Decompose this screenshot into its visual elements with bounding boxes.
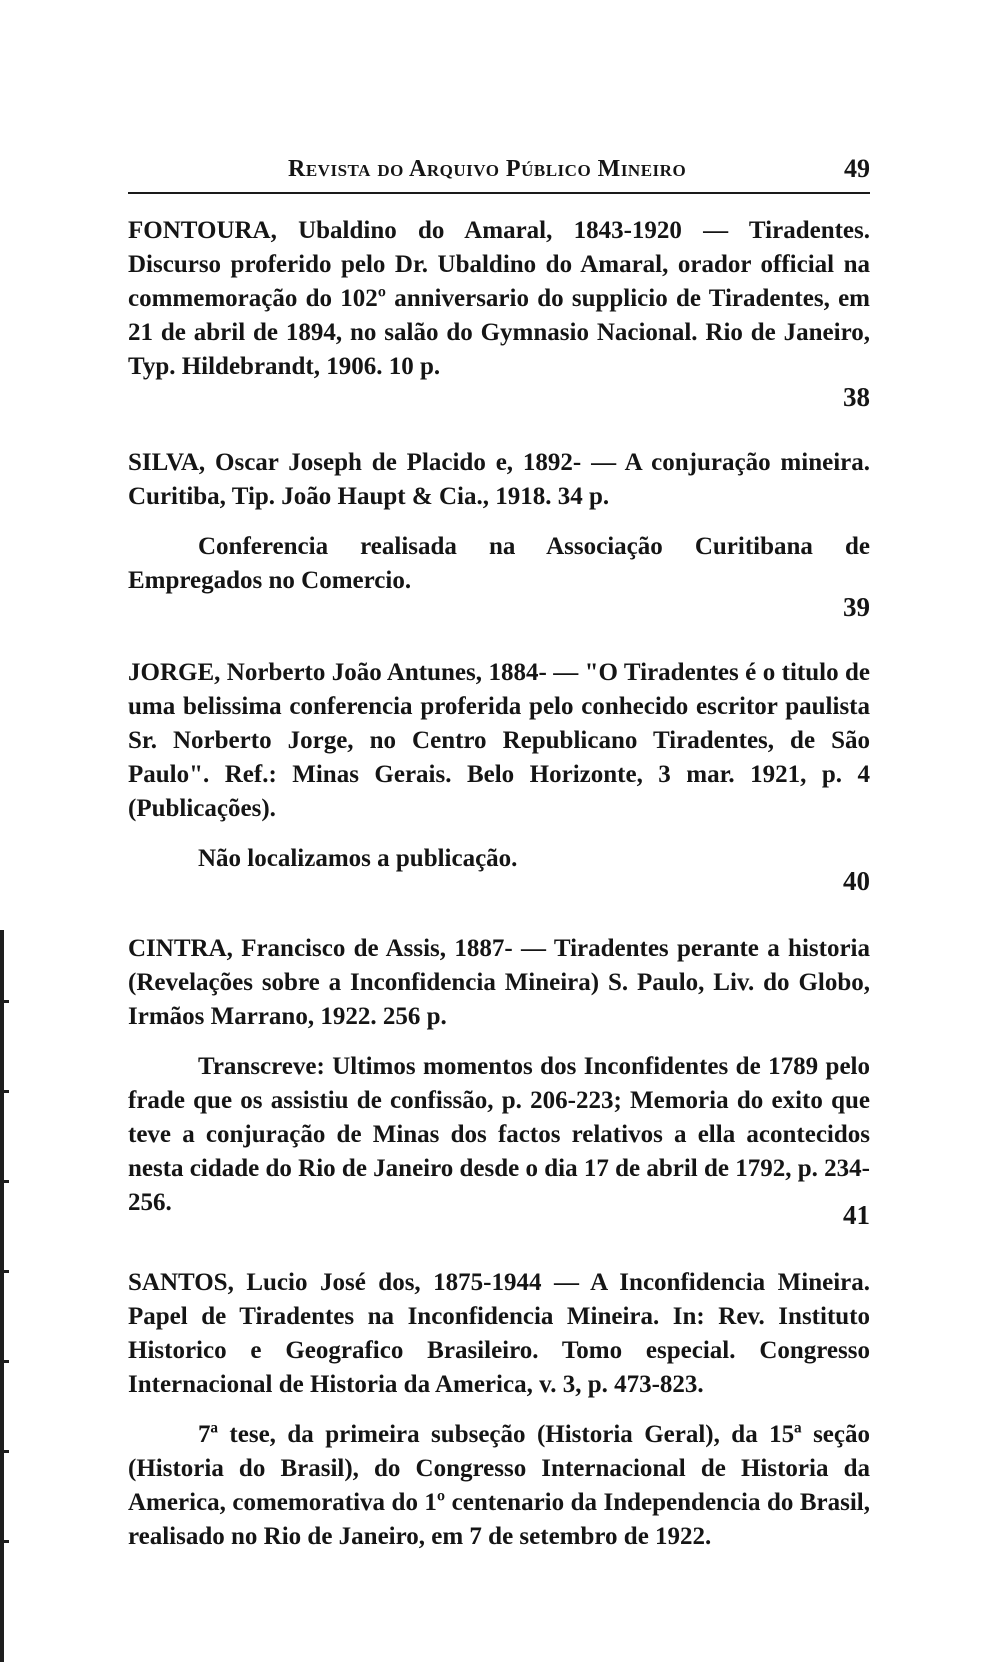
entry-note: Conferencia realisada na Associação Curitibana de Empregados no Comercio.	[128, 533, 870, 594]
bibliography-entry-fontoura	[128, 214, 870, 384]
binding-mark	[0, 1360, 9, 1363]
binding-edge	[0, 930, 4, 1662]
entry-number-38: 38	[843, 382, 870, 412]
entry-text: CINTRA, Francisco de Assis, 1887- — Tiradentes perante a historia (Revelações sobre a Inconfidencia Mineira) S. Paulo, Liv. do Globo, Irmãos Marrano, 1922. 256 p.	[128, 935, 870, 1030]
entry-note: 7ª tese, da primeira subseção (Historia Geral), da 15ª seção (Historia do Brasil), do Congresso Internacional de Historia da America, comemorativa do 1º centenario da Independencia do Brasil, realisado no Rio de Janeiro, em 7 de setembro de 1922.	[128, 1421, 870, 1550]
bibliography-entry-jorge	[128, 656, 870, 876]
page-number: 49	[844, 154, 870, 183]
entry-text: JORGE, Norberto João Antunes, 1884- — "O Tiradentes é o titulo de uma belissima conferencia proferida pelo conhecido escritor paulista Sr. Norberto Jorge, no Centro Republicano Tiradentes, de São Paulo". Ref.: Minas Gerais. Belo Horizonte, 3 mar. 1921, p. 4 (Publicações).	[128, 659, 870, 822]
bibliography-entry-silva	[128, 446, 870, 598]
binding-mark	[0, 1270, 9, 1273]
binding-mark	[0, 1090, 9, 1093]
entry-note: Não localizamos a publicação.	[198, 845, 518, 872]
binding-mark	[0, 1000, 9, 1003]
entry-number-41: 41	[843, 1200, 870, 1230]
binding-mark	[0, 1180, 9, 1183]
entry-number-40: 40	[843, 866, 870, 896]
entry-note: Transcreve: Ultimos momentos dos Inconfidentes de 1789 pelo frade que os assistiu de confissão, p. 206-223; Memoria do exito que teve a conjuração de Minas dos factos relativos a ella acontecidos nesta cidade do Rio de Janeiro desde o dia 17 de abril de 1792, p. 234-256.	[128, 1053, 870, 1216]
binding-mark	[0, 1540, 9, 1543]
entry-text: SILVA, Oscar Joseph de Placido e, 1892- — A conjuração mineira. Curitiba, Tip. João Haupt & Cia., 1918. 34 p.	[128, 449, 870, 510]
entry-number-39: 39	[843, 592, 870, 622]
bibliography-entry-cintra	[128, 932, 870, 1220]
entry-text: SANTOS, Lucio José dos, 1875-1944 — A Inconfidencia Mineira. Papel de Tiradentes na Inconfidencia Mineira. In: Rev. Instituto Historico e Geografico Brasileiro. Tomo especial. Congresso Internacional de Historia da America, v. 3, p. 473-823.	[128, 1269, 870, 1398]
running-title: Revista do Arquivo Público Mineiro	[288, 156, 687, 182]
running-header	[128, 152, 870, 194]
bibliography-entry-santos	[128, 1266, 870, 1554]
entry-text: FONTOURA, Ubaldino do Amaral, 1843-1920 — Tiradentes. Discurso proferido pelo Dr. Ubaldino do Amaral, orador official na commemoração do 102º anniversario do supplicio de Tiradentes, em 21 de abril de 1894, no salão do Gymnasio Nacional. Rio de Janeiro, Typ. Hildebrandt, 1906. 10 p.	[128, 217, 870, 380]
binding-mark	[0, 1450, 9, 1453]
